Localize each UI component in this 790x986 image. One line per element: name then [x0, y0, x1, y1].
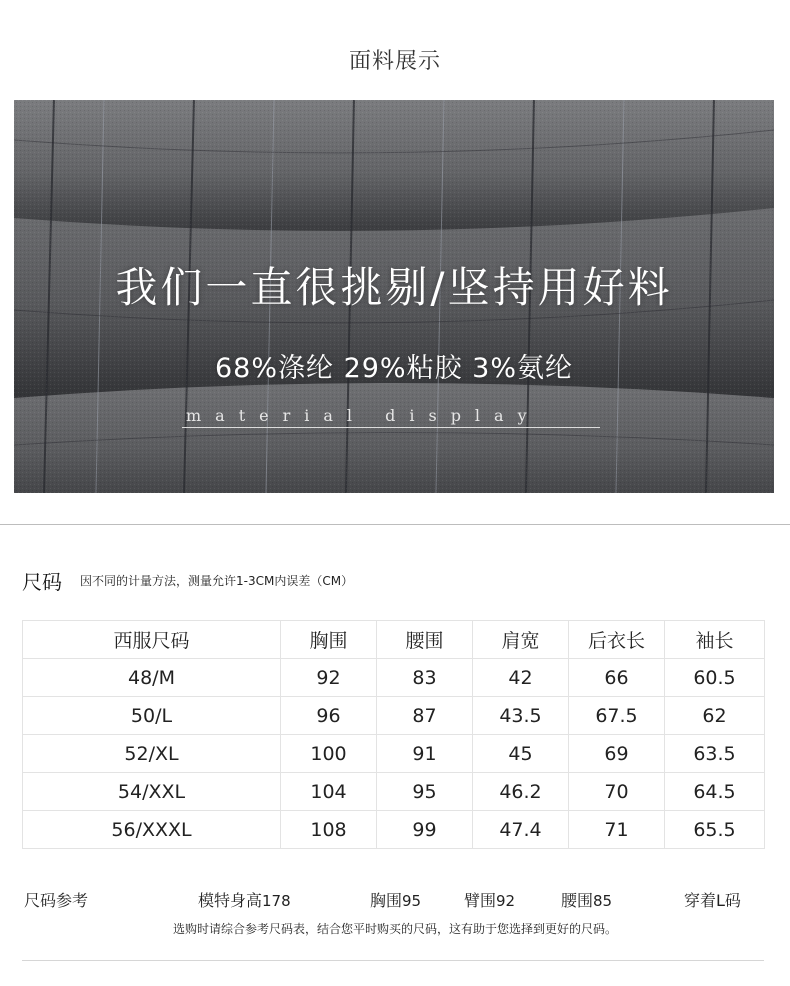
- table-cell: 50/L: [23, 697, 281, 735]
- model-height-label: 模特身高: [198, 891, 263, 910]
- table-cell: 52/XL: [23, 735, 281, 773]
- table-cell: 66: [569, 659, 665, 697]
- table-cell: 48/M: [23, 659, 281, 697]
- size-selection-tip: 选购时请综合参考尺码表，结合您平时购买的尺码，这有助于您选择到更好的尺码。: [172, 922, 617, 936]
- table-header-row: [23, 621, 765, 659]
- table-cell: 70: [569, 773, 665, 811]
- subtitle-underline: [182, 427, 600, 428]
- model-waist-label: 腰围: [561, 891, 594, 910]
- model-height: [198, 888, 291, 911]
- model-arm-value: 92: [496, 892, 516, 910]
- table-cell: 56/XXXL: [23, 811, 281, 849]
- table-row: [23, 735, 765, 773]
- header-size: 西服尺码: [23, 621, 281, 659]
- table-cell: 91: [377, 735, 473, 773]
- size-reference-label: 尺码参考: [24, 891, 89, 910]
- table-row: [23, 659, 765, 697]
- size-measure-note: 因不同的计量方法，测量允许1-3CM内误差（CM）: [80, 574, 354, 588]
- header-shoulder: 肩宽: [473, 621, 569, 659]
- table-cell: 54/XXL: [23, 773, 281, 811]
- table-cell: 100: [281, 735, 377, 773]
- table-cell: 99: [377, 811, 473, 849]
- model-height-value: 178: [262, 892, 291, 910]
- table-row: [23, 811, 765, 849]
- table-cell: 63.5: [665, 735, 765, 773]
- model-arm: [464, 888, 515, 911]
- table-cell: 108: [281, 811, 377, 849]
- fabric-banner: [14, 100, 774, 493]
- header-sleeve: 袖长: [665, 621, 765, 659]
- table-cell: 46.2: [473, 773, 569, 811]
- table-cell: 42: [473, 659, 569, 697]
- fabric-composition: 68%涤纶 29%粘胶 3%氨纶: [214, 353, 574, 384]
- table-cell: 87: [377, 697, 473, 735]
- model-waist-value: 85: [593, 892, 613, 910]
- section-divider: [0, 524, 790, 525]
- table-cell: 47.4: [473, 811, 569, 849]
- header-back-length: 后衣长: [569, 621, 665, 659]
- table-cell: 71: [569, 811, 665, 849]
- model-wear-size: 穿着L码: [684, 891, 741, 910]
- model-arm-label: 臂围: [464, 891, 497, 910]
- header-chest: 胸围: [281, 621, 377, 659]
- size-heading: 尺码: [22, 570, 62, 594]
- table-row: [23, 773, 765, 811]
- table-cell: 83: [377, 659, 473, 697]
- table-cell: 69: [569, 735, 665, 773]
- fabric-headline: 我们一直很挑剔/坚持用好料: [115, 263, 673, 312]
- table-cell: 64.5: [665, 773, 765, 811]
- bottom-divider: [22, 960, 764, 961]
- model-waist: [561, 888, 612, 911]
- table-cell: 67.5: [569, 697, 665, 735]
- model-chest: [370, 888, 421, 911]
- table-cell: 65.5: [665, 811, 765, 849]
- table-cell: 96: [281, 697, 377, 735]
- table-cell: 45: [473, 735, 569, 773]
- page-section-title: 面料展示: [348, 49, 441, 74]
- model-chest-value: 95: [402, 892, 422, 910]
- table-cell: 60.5: [665, 659, 765, 697]
- model-chest-label: 胸围: [370, 891, 403, 910]
- table-row: [23, 697, 765, 735]
- table-cell: 104: [281, 773, 377, 811]
- table-cell: 95: [377, 773, 473, 811]
- table-cell: 62: [665, 697, 765, 735]
- size-table: [22, 620, 765, 849]
- table-cell: 92: [281, 659, 377, 697]
- fabric-subtitle: material display: [186, 406, 541, 425]
- header-waist: 腰围: [377, 621, 473, 659]
- table-cell: 43.5: [473, 697, 569, 735]
